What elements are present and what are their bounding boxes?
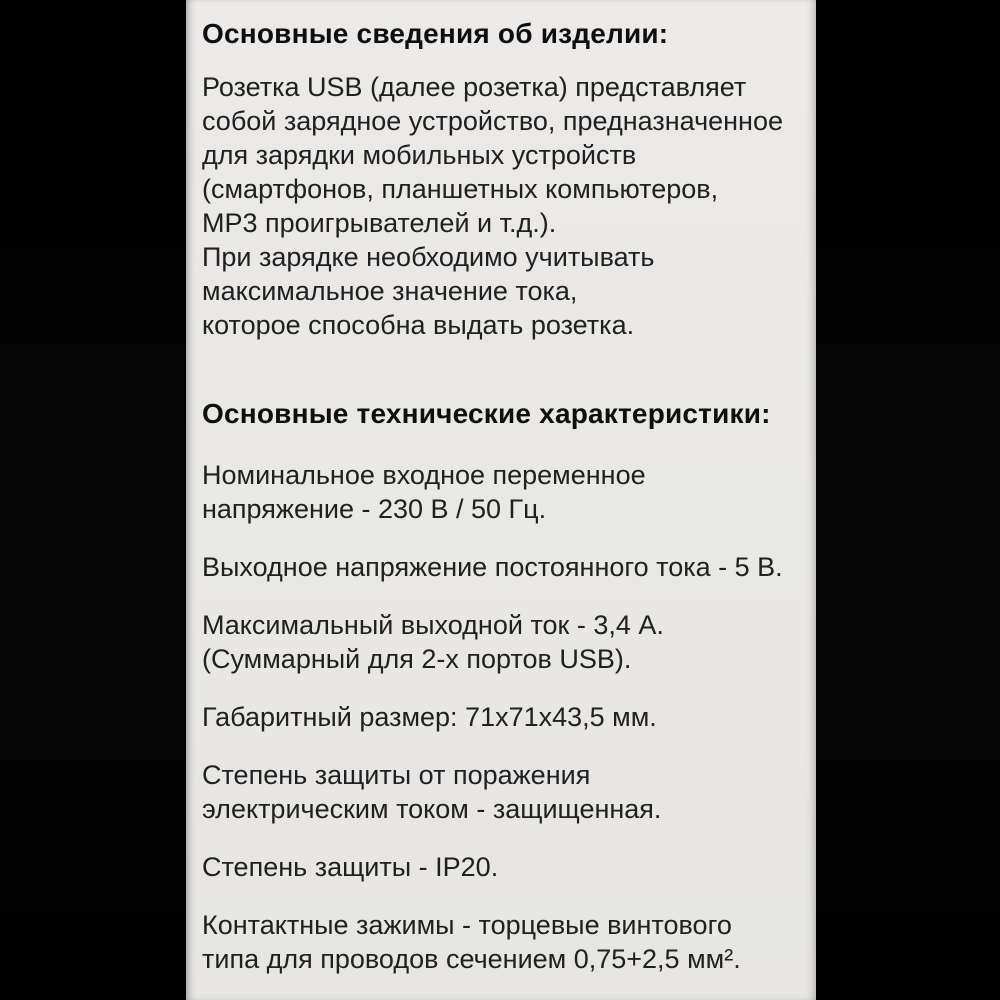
left-black-bar [0, 0, 186, 1000]
info-line: MP3 проигрывателей и т.д.). [202, 208, 557, 238]
info-line: собой зарядное устройство, предназначенное [202, 106, 784, 136]
spec-ip-rating [202, 850, 816, 884]
spec-line: Степень защиты от поражения [202, 760, 591, 790]
spec-line: (Суммарный для 2-х портов USB). [202, 644, 632, 674]
info-line: которое способна выдать розетка. [202, 310, 635, 340]
spec-max-current [202, 608, 816, 676]
info-line: (смартфонов, планшетных компьютеров, [202, 174, 719, 204]
info-line: Розетка USB (далее розетка) представляет [202, 72, 747, 102]
spec-shock-protection [202, 758, 816, 826]
spec-line: Габаритный размер: 71х71х43,5 мм. [202, 702, 657, 732]
spec-dimensions [202, 700, 816, 734]
spec-line: Максимальный выходной ток - 3,4 А. [202, 610, 664, 640]
spec-line: Контактные зажимы - торцевые винтового [202, 910, 732, 940]
spec-terminals [202, 908, 816, 976]
spec-line: типа для проводов сечением 0,75+2,5 мм². [202, 944, 741, 974]
right-black-bar [816, 0, 1000, 1000]
product-label [186, 0, 816, 1000]
spec-line: Номинальное входное переменное [202, 460, 646, 490]
info-line: максимальное значение тока, [202, 276, 578, 306]
spec-input-voltage [202, 458, 816, 526]
spec-output-voltage [202, 550, 816, 584]
spec-line: Выходное напряжение постоянного тока - 5 В. [202, 552, 783, 582]
specs-section-heading: Основные технические характеристики: [202, 398, 771, 429]
info-section-heading: Основные сведения об изделии: [202, 18, 669, 49]
info-line: При зарядке необходимо учитывать [202, 242, 655, 272]
spec-line: электрическим током - защищенная. [202, 794, 662, 824]
spec-line: Степень защиты - IP20. [202, 852, 499, 882]
info-paragraph [202, 70, 816, 342]
spec-line: напряжение - 230 В / 50 Гц. [202, 494, 547, 524]
info-line: для зарядки мобильных устройств [202, 140, 637, 170]
